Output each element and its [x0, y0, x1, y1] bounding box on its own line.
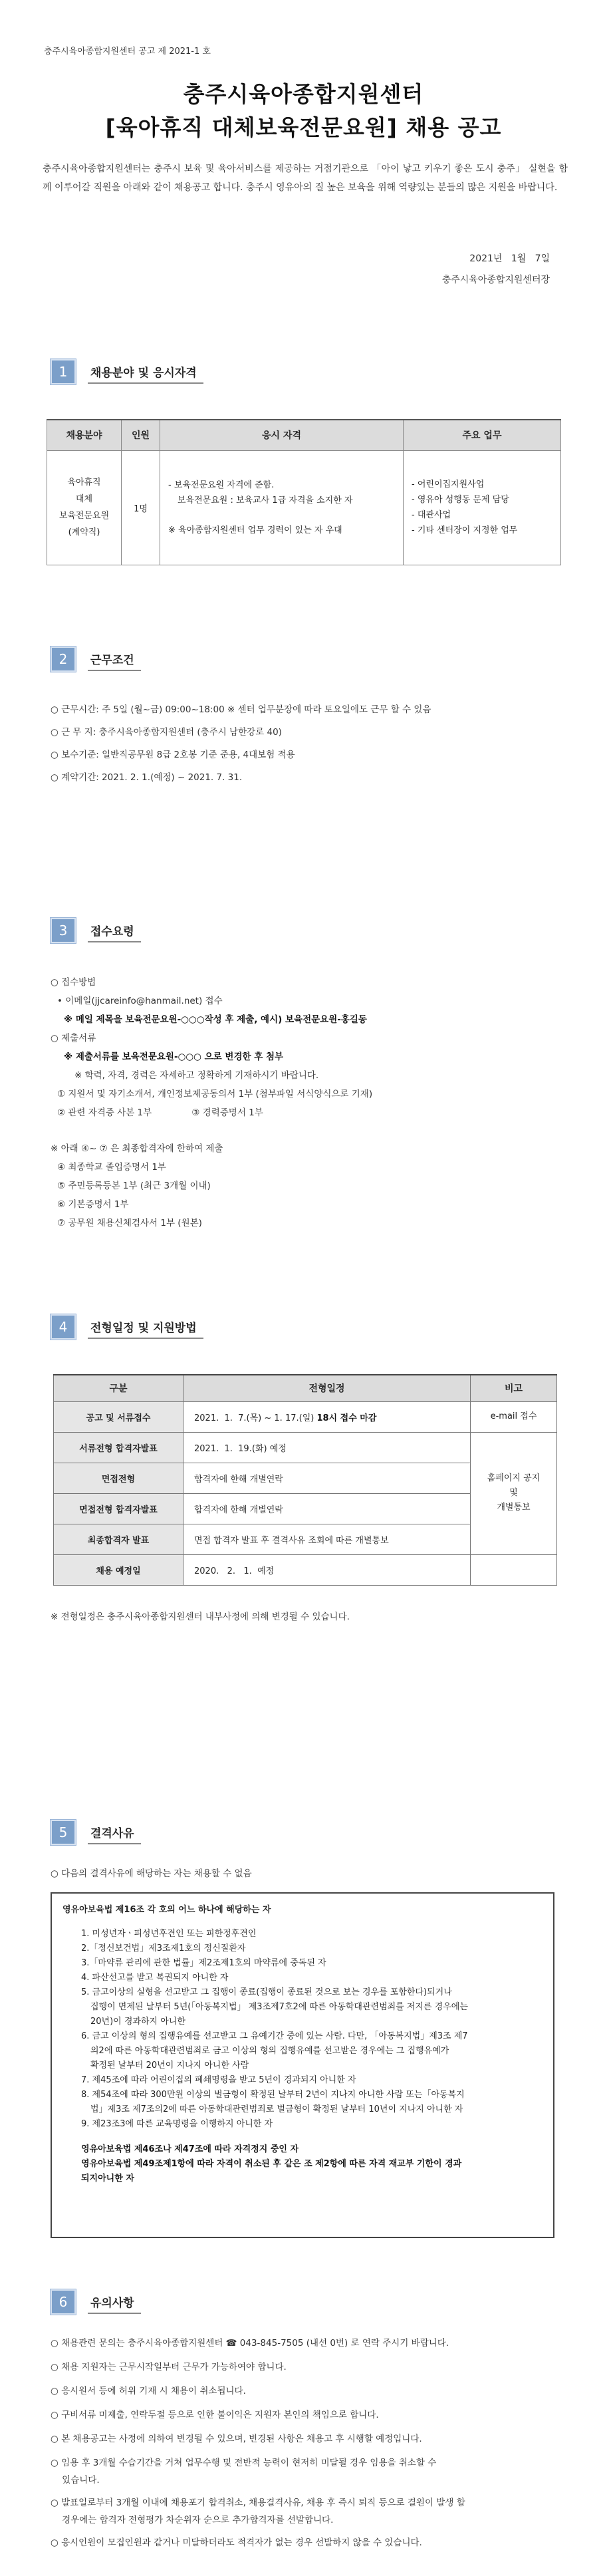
duty-line: - 어린이집지원사업 [412, 480, 485, 490]
disqualify-lead: ○ 다음의 결격사유에 해당하는 자는 채용할 수 없음 [51, 1868, 252, 1879]
duty-line: - 영유아 성행동 문제 담당 [412, 495, 509, 505]
field-line: 대체 [75, 494, 93, 504]
disqualify-item-cont: 법」제3조 제7조의2에 따른 아동학대관련범죄로 벌금형이 확정된 날부터 10년이 지나지 아니한 자 [90, 2104, 463, 2114]
schedule-note-merged [471, 1432, 557, 1554]
table-header-row [47, 420, 561, 450]
qualification-line: 보육전문요원 : 보육교사 1급 자격을 소지한 자 [178, 495, 353, 505]
section-number: 1 [51, 359, 76, 384]
schedule-deadline: 18시 접수 마감 [316, 1413, 377, 1423]
schedule-date: 합격자에 한해 개별연락 [183, 1463, 471, 1493]
schedule-date: 면접 합격자 발표 후 결격사유 조회에 따른 개별통보 [183, 1524, 471, 1554]
schedule-stage: 최종합격자 발표 [54, 1524, 183, 1554]
table-row [54, 1554, 557, 1585]
disqualify-item-cont: 집행이 면제된 날부터 5년(「아동복지법」 제3조제7호2에 따른 아동학대관련범죄를 저지른 경우에는 [90, 2002, 468, 2012]
section-5-header [51, 1818, 141, 1846]
page-title: 충주시육아종합지원센터 [183, 81, 424, 107]
schedule-table [53, 1374, 557, 1586]
schedule-stage: 서류전형 합격자발표 [54, 1432, 183, 1463]
apply-docs-note: ※ 제출서류를 보육전문요원-○○○ 으로 변경한 후 첨부 [64, 1052, 284, 1062]
note-item: ○ 채용 지원자는 근무시작일부터 근무가 가능하여야 합니다. [51, 2362, 287, 2372]
disqualify-item: 9. 제23조3에 따른 교육명령을 이행하지 아니한 자 [81, 2119, 273, 2129]
notice-number: 충주시육아종합지원센터 공고 제 2021-1 호 [44, 47, 211, 57]
section-2-header [51, 645, 141, 673]
section-1-header [51, 358, 203, 386]
note-item: ○ 본 채용공고는 사정에 의하여 변경될 수 있으며, 변경된 사항은 채용고 후 시행할 예정입니다. [51, 2434, 422, 2444]
section-label: 전형일정 및 지원방법 [88, 1316, 203, 1339]
section-number: 3 [51, 918, 76, 943]
apply-doc-item: ① 지원서 및 자기소개서, 개인정보제공동의서 1부 (첨부파일 서식양식으로 기재) [57, 1089, 373, 1099]
table-row [54, 1432, 557, 1463]
note-line: 및 [509, 1488, 518, 1498]
apply-doc-item: ⑥ 기본증명서 1부 [57, 1199, 129, 1210]
column-header: 채용분야 [47, 420, 122, 450]
note-item-cont: 있습니다. [51, 2475, 100, 2486]
disqualify-title: 영유아보육법 제16조 각 호의 어느 하나에 해당하는 자 [62, 1905, 271, 1915]
count-cell: 1명 [122, 450, 160, 565]
table-row [54, 1401, 557, 1432]
notice-date: 2021년 1월 7일 [469, 253, 550, 264]
schedule-date: 합격자에 한해 개별연락 [183, 1493, 471, 1524]
apply-doc-item: ② 관련 자격증 사본 1부 ③ 경력증명서 1부 [57, 1107, 263, 1118]
apply-method-heading: ○ 접수방법 [51, 977, 96, 988]
note-item: ○ 응시원서 등에 허위 기재 시 채용이 취소됩니다. [51, 2386, 246, 2396]
apply-doc-item: ⑦ 공무원 채용신체검사서 1부 (원본) [57, 1218, 202, 1228]
section-label: 채용분야 및 응시자격 [88, 360, 203, 384]
disqualify-item-cont: 20년)이 경과하지 아니한 [90, 2017, 185, 2027]
table-header-row [54, 1375, 557, 1401]
disqualify-item: 5. 금고이상의 실형을 선고받고 그 집행이 종료(집행이 종료된 것으로 보는 경우를 포함한다)되거나 [81, 1987, 452, 1997]
field-line: 육아휴직 [67, 478, 101, 488]
disqualify-tail: 되지아니한 자 [81, 2174, 134, 2184]
section-number: 5 [51, 1820, 76, 1845]
section-label: 근무조건 [88, 648, 141, 671]
disqualify-item: 7. 제45조에 따라 어린이집의 폐쇄명령을 받고 5년이 경과되지 아니한 자 [81, 2075, 356, 2085]
schedule-note-empty [471, 1554, 557, 1585]
duty-line: - 대관사업 [412, 510, 451, 520]
disqualify-item: 4. 파산선고를 받고 복권되지 아니한 자 [81, 1973, 229, 1983]
section-3-header [51, 917, 141, 944]
work-location: ○ 근 무 지: 충주시육아종합지원센터 (충주시 남한강로 40) [51, 727, 282, 738]
disqualify-item: 1. 미성년자ㆍ피성년후견인 또는 피한정후견인 [81, 1929, 257, 1939]
schedule-stage: 공고 및 서류접수 [54, 1401, 183, 1432]
schedule-date: 2021. 1. 19.(화) 예정 [183, 1432, 471, 1463]
section-label: 접수요령 [88, 919, 141, 942]
note-item: ○ 응시인원이 모집인원과 같거나 미달하더라도 적격자가 없는 경우 선발하지 않을 수 있습니다. [51, 2537, 422, 2548]
disqualify-tail: 영유아보육법 제49조제1항에 따라 자격이 취소된 후 같은 조 제2항에 따른 자격 재교부 기한이 경과 [81, 2159, 462, 2169]
section-4-header [51, 1313, 203, 1341]
schedule-footnote: ※ 전형일정은 충주시육아종합지원센터 내부사정에 의해 변경될 수 있습니다. [51, 1612, 350, 1622]
intro-paragraph: 충주시육아종합지원센터는 충주시 보육 및 육아서비스를 제공하는 거점기관으로 「아이 낳고 키우기 좋은 도시 충주」 실현을 함께 이루어갈 직원을 아래와 같이 채용공고 합니다. 충주시 영유아의 질 높은 보육을 위해 역량있는 분들의 많은 지원을 바랍니다. [43, 164, 568, 193]
apply-email-note: ※ 메일 제목을 보육전문요원-○○○작성 후 제출, 예시) 보육전문요원-홍길동 [64, 1014, 367, 1025]
work-pay: ○ 보수기준: 일반직공무원 8급 2호봉 기준 준용, 4대보험 적용 [51, 750, 295, 760]
column-header: 주요 업무 [404, 420, 561, 450]
schedule-date [183, 1401, 471, 1432]
column-header: 전형일정 [183, 1375, 471, 1401]
field-line: 보육전문요원 [59, 511, 110, 521]
apply-final-note: ※ 아래 ④~ ⑦ 은 최종합격자에 한하여 제출 [51, 1143, 223, 1154]
schedule-note: e-mail 접수 [471, 1401, 557, 1432]
page-subtitle: [육아휴직 대체보육전문요원] 채용 공고 [105, 114, 502, 140]
section-number: 4 [51, 1314, 76, 1340]
note-line: 홈페이지 공지 [487, 1473, 541, 1483]
schedule-date-text: 2021. 1. 7.(목) ~ 1. 17.(일) [194, 1413, 317, 1423]
schedule-stage: 채용 예정일 [54, 1554, 183, 1585]
note-line: 개별통보 [497, 1503, 531, 1512]
disqualify-item: 3.「마약류 관리에 관한 법률」제2조제1호의 마약류에 중독된 자 [81, 1958, 326, 1968]
notice-organization: 충주시육아종합지원센터장 [441, 275, 550, 285]
note-item: ○ 발표일로부터 3개월 이내에 채용포기 합격취소, 채용결격사유, 채용 후 즉시 퇴직 등으로 결원이 발생 할 [51, 2498, 465, 2508]
column-header: 응시 자격 [160, 420, 404, 450]
recruit-table [47, 419, 561, 565]
schedule-stage: 면접전형 합격자발표 [54, 1493, 183, 1524]
disqualify-item: 8. 제54조에 따라 300만원 이상의 벌금형이 확정된 날부터 2년이 지나지 아니한 사람 또는「아동복지 [81, 2090, 465, 2100]
section-number: 2 [51, 646, 76, 672]
apply-doc-item: ④ 최종학교 졸업증명서 1부 [57, 1162, 166, 1173]
field-cell [47, 450, 122, 565]
qualification-cell [160, 450, 404, 565]
disqualify-box [51, 1892, 554, 2238]
apply-docs-heading: ○ 제출서류 [51, 1033, 96, 1044]
table-row [47, 450, 561, 565]
apply-doc-item: ⑤ 주민등록등본 1부 (최근 3개월 이내) [57, 1181, 211, 1191]
work-period: ○ 계약기간: 2021. 2. 1.(예정) ~ 2021. 7. 31. [51, 772, 243, 783]
note-item-cont: 경우에는 합격자 전형평가 차순위자 순으로 추가합격자를 선발합니다. [51, 2515, 334, 2525]
column-header: 구분 [54, 1375, 183, 1401]
disqualify-item-cont: 확정된 날부터 20년이 지나지 아니한 사람 [90, 2061, 249, 2071]
work-hours: ○ 근무시간: 주 5일 (월~금) 09:00~18:00 ※ 센터 업무분장에 따라 토요일에도 근무 할 수 있음 [51, 704, 431, 715]
section-label: 유의사항 [88, 2291, 141, 2314]
column-header: 비고 [471, 1375, 557, 1401]
schedule-stage: 면접전형 [54, 1463, 183, 1493]
section-label: 결격사유 [88, 1821, 141, 1844]
section-number: 6 [51, 2289, 76, 2315]
column-header: 인원 [122, 420, 160, 450]
note-item: ○ 구비서류 미제출, 연락두절 등으로 인한 불이익은 지원자 본인의 책임으로 합니다. [51, 2410, 379, 2420]
disqualify-item: 6. 금고 이상의 형의 집행유예를 선고받고 그 유예기간 중에 있는 사람. 다만, 「아동복지법」제3조 제7 [81, 2031, 468, 2041]
qualification-note: ※ 육아종합지원센터 업무 경력이 있는 자 우대 [168, 525, 342, 535]
qualification-line: - 보육전문요원 자격에 준함. [168, 480, 275, 490]
field-line: (계약직) [68, 527, 100, 537]
duty-line: - 기타 센터장이 지정한 업무 [412, 525, 518, 535]
apply-email: • 이메일(jjcareinfo@hanmail.net) 접수 [57, 996, 223, 1006]
note-item: ○ 임용 후 3개월 수습기간을 거쳐 업무수행 및 전반적 능력이 현저히 미달될 경우 임용을 취소할 수 [51, 2458, 437, 2468]
apply-docs-note: ※ 학력, 자격, 경력은 자세하고 정확하게 기재하시기 바랍니다. [74, 1070, 319, 1081]
note-item: ○ 채용관련 문의는 충주시육아종합지원센터 ☎ 043-845-7505 (내선 0번) 로 연락 주시기 바랍니다. [51, 2338, 449, 2349]
schedule-date: 2020. 2. 1. 예정 [183, 1554, 471, 1585]
disqualify-item-cont: 의2에 따른 아동학대관련범죄로 금고 이상의 형의 집행유예를 선고받은 경우에는 그 집행유예가 [90, 2046, 449, 2056]
duties-cell [404, 450, 561, 565]
disqualify-item: 2.「정신보건법」제3조제1호의 정신질환자 [81, 1943, 246, 1953]
disqualify-tail: 영유아보육법 제46조나 제47조에 따라 자격정지 중인 자 [81, 2144, 299, 2154]
section-6-header [51, 2288, 141, 2316]
